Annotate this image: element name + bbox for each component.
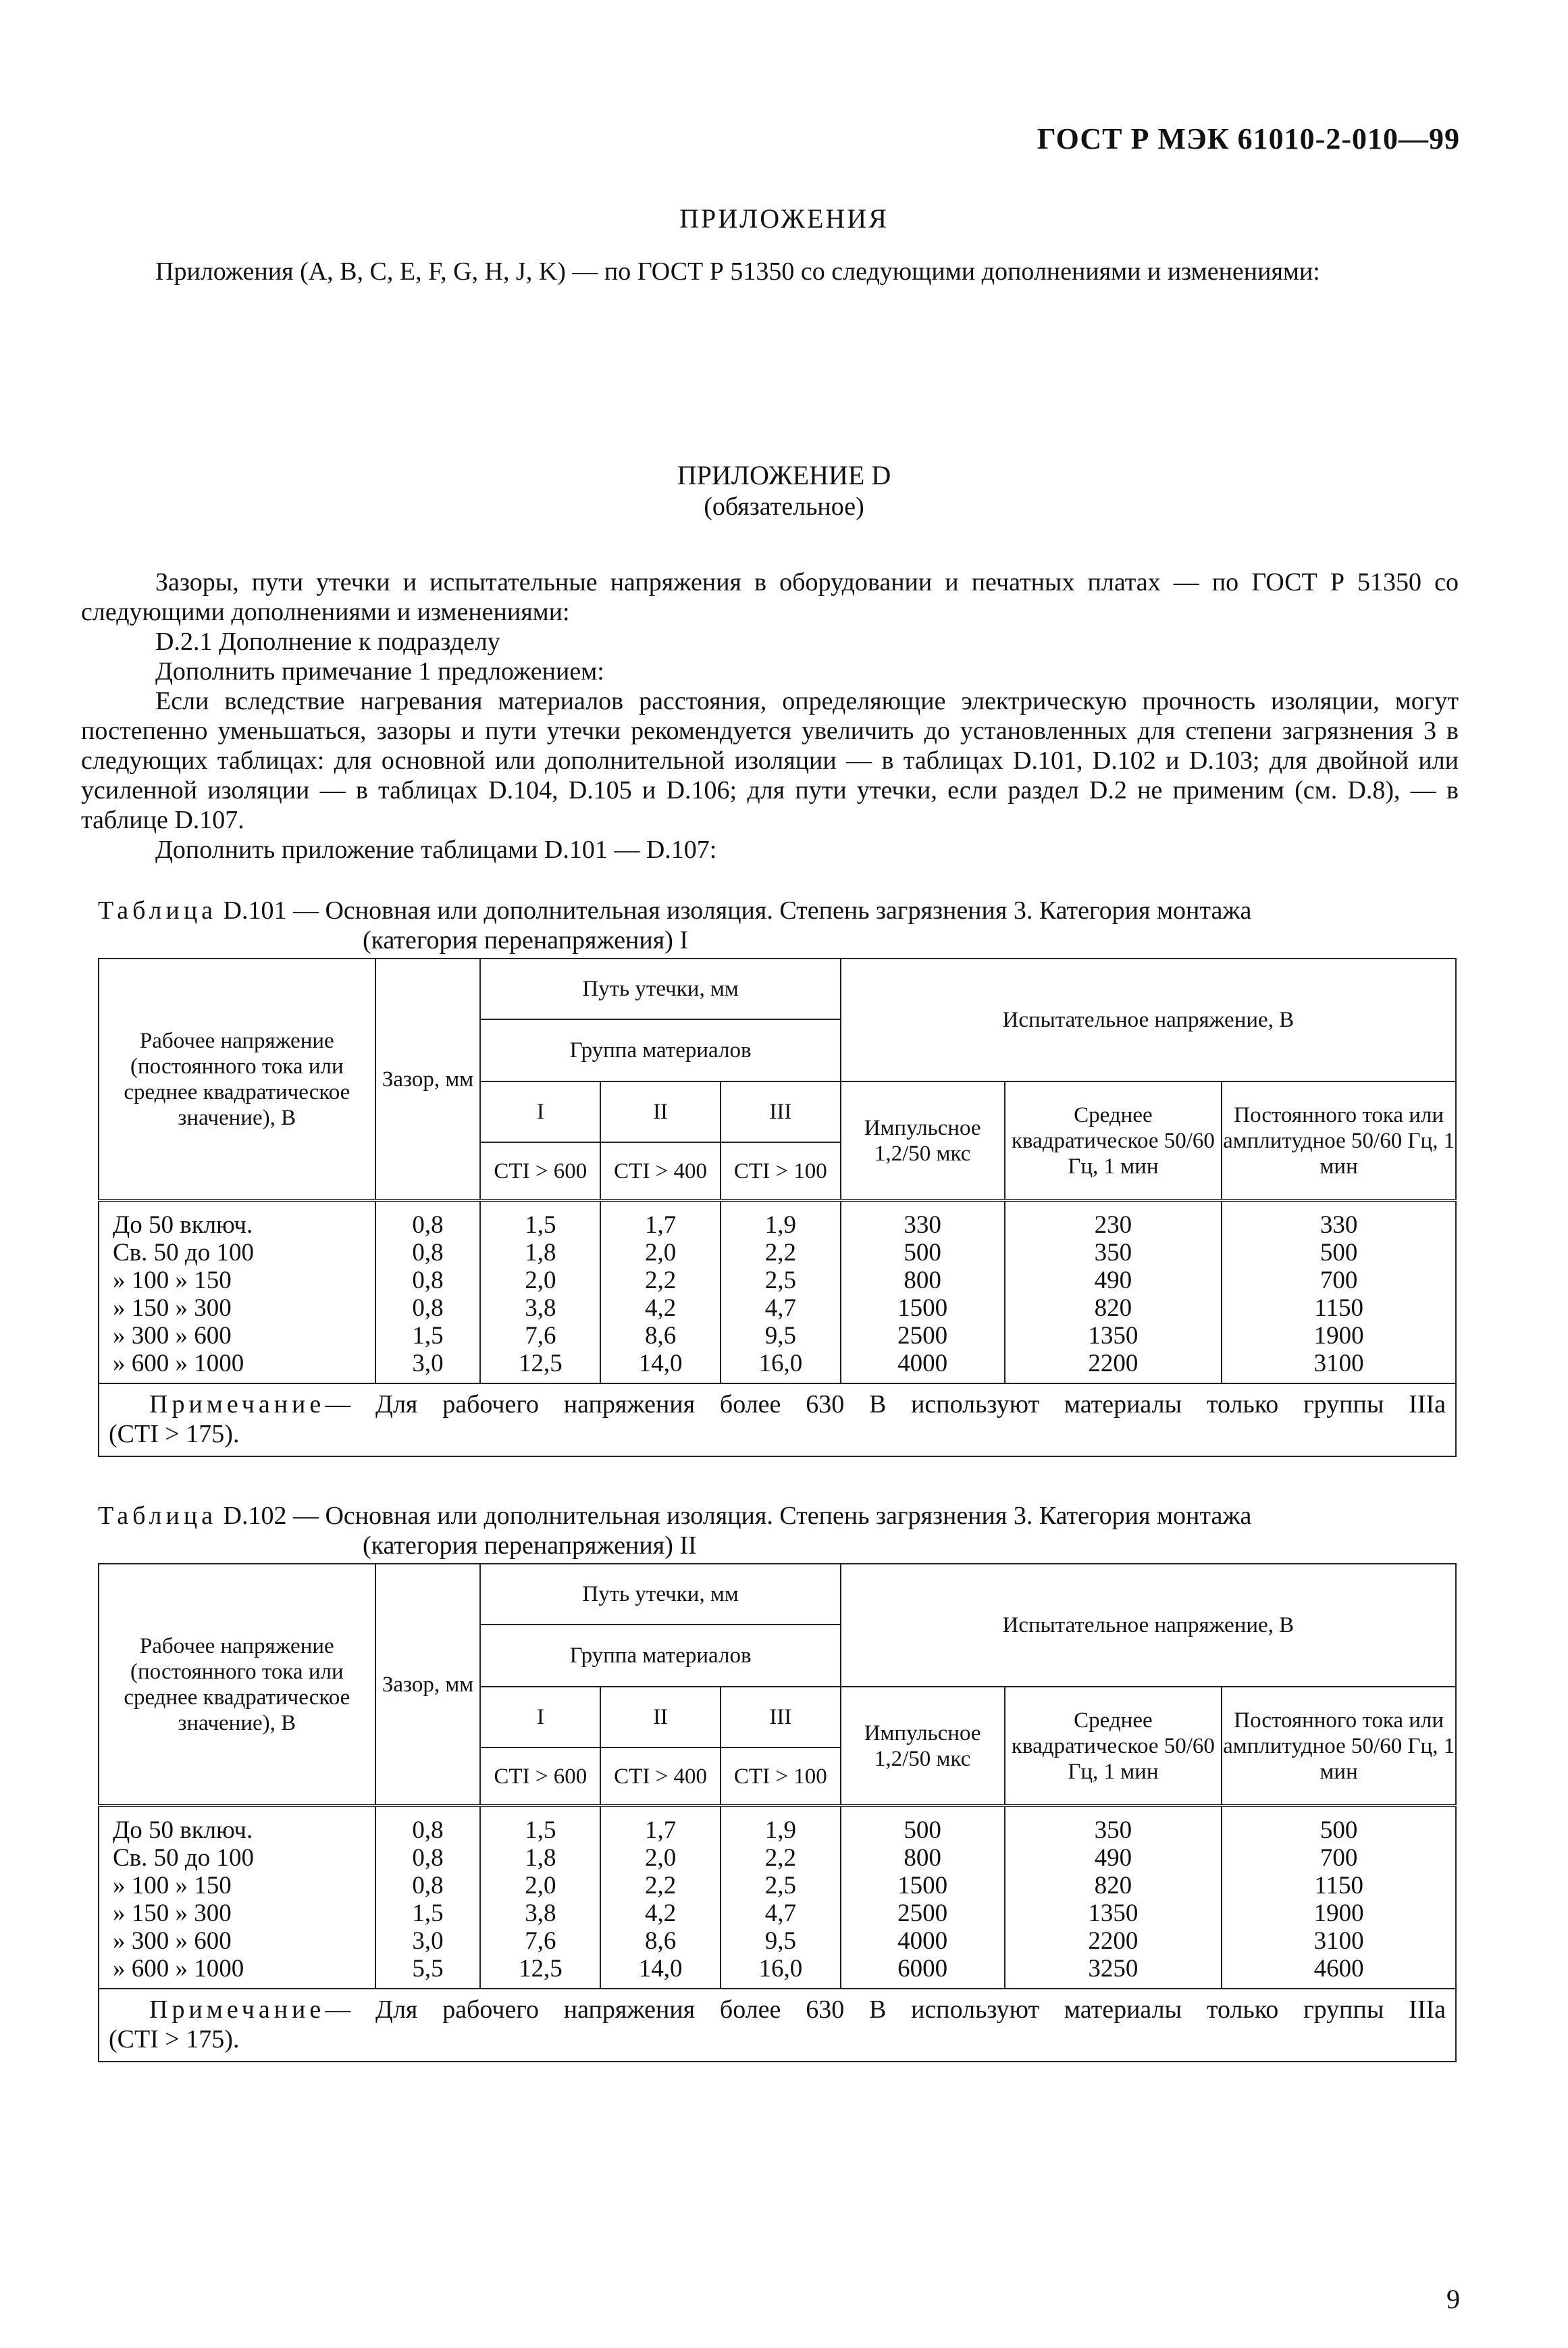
table-label: Таблица bbox=[98, 1502, 217, 1530]
col-group-ii: 1,7 2,0 2,2 4,2 8,6 14,0 bbox=[600, 1806, 721, 1989]
paragraph: Зазоры, пути утечки и испытательные напряжения в оборудовании и печатных платах — по ГОСТ Р 51350 со следующими дополнениями и изменениями: bbox=[81, 568, 1459, 626]
paragraph: Дополнить примечание 1 предложением: bbox=[155, 657, 604, 686]
header-rms: Среднее квадратическое 50/60 Гц, 1 мин bbox=[1005, 1687, 1222, 1806]
note-text-2: (CTI > 175). bbox=[109, 1420, 240, 1448]
note-text-2: (CTI > 175). bbox=[109, 2025, 240, 2053]
caption-text-2: (категория перенапряжения) I bbox=[363, 926, 689, 954]
col-dc: 330 500 700 1150 1900 3100 bbox=[1222, 1200, 1456, 1383]
col-group-i: 1,5 1,8 2,0 3,8 7,6 12,5 bbox=[480, 1200, 600, 1383]
table-note bbox=[99, 1989, 1456, 2062]
header-dc: Постоянного тока или амплитудное 50/60 Гц, 1 мин bbox=[1222, 1081, 1456, 1200]
header-creepage: Путь утечки, мм bbox=[480, 1564, 840, 1625]
col-rms: 230 350 490 820 1350 2200 bbox=[1005, 1200, 1222, 1383]
header-group-i: I bbox=[480, 1081, 600, 1142]
caption-text: D.102 — Основная или дополнительная изоляция. Степень загрязнения 3. Категория монтажа bbox=[223, 1502, 1252, 1530]
col-voltage: До 50 включ. Св. 50 до 100 » 100 » 150 » 150 » 300 » 300 » 600 » 600 » 1000 bbox=[99, 1806, 375, 1989]
note-text: — Для рабочего напряжения более 630 В используют материалы только группы IIIa bbox=[325, 1390, 1446, 1419]
appendix-d-subtitle: (обязательное) bbox=[704, 492, 864, 521]
header-gap: Зазор, мм bbox=[375, 1564, 481, 1806]
caption-text-2: (категория перенапряжения) II bbox=[363, 1531, 697, 1560]
header-voltage: Рабочее напряжение (постоянного тока или среднее квадратическое значение), В bbox=[99, 1564, 375, 1806]
table-d101 bbox=[98, 958, 1457, 1457]
header-impulse: Импульсное 1,2/50 мкс bbox=[841, 1081, 1005, 1200]
page-number: 9 bbox=[1446, 2284, 1460, 2314]
header-test-voltage: Испытательное напряжение, В bbox=[841, 959, 1456, 1081]
header-dc: Постоянного тока или амплитудное 50/60 Гц, 1 мин bbox=[1222, 1687, 1456, 1806]
header-material-group: Группа материалов bbox=[480, 1625, 840, 1687]
table-label: Таблица bbox=[98, 896, 217, 925]
paragraph: D.2.1 Дополнение к подразделу bbox=[155, 628, 500, 656]
header-cti-100: CTI > 100 bbox=[721, 1747, 841, 1806]
header-group-iii: III bbox=[721, 1687, 841, 1747]
note-text: — Для рабочего напряжения более 630 В используют материалы только группы IIIa bbox=[325, 1995, 1446, 2024]
note-label: Примечание bbox=[149, 1390, 325, 1419]
header-voltage: Рабочее напряжение (постоянного тока или среднее квадратическое значение), В bbox=[99, 959, 375, 1200]
header-test-voltage: Испытательное напряжение, В bbox=[841, 1564, 1456, 1687]
caption-text: D.101 — Основная или дополнительная изоляция. Степень загрязнения 3. Категория монтажа bbox=[223, 896, 1252, 925]
appendices-text: Приложения (A, B, C, E, F, G, H, J, K) — по ГОСТ Р 51350 со следующими дополнениями и изменениями: bbox=[155, 257, 1320, 286]
header-group-ii: II bbox=[600, 1687, 721, 1747]
col-gap: 0,8 0,8 0,8 1,5 3,0 5,5 bbox=[375, 1806, 481, 1989]
col-dc: 500 700 1150 1900 3100 4600 bbox=[1222, 1806, 1456, 1989]
header-cti-400: CTI > 400 bbox=[600, 1747, 721, 1806]
table-d102 bbox=[98, 1563, 1457, 2062]
paragraph: Дополнить приложение таблицами D.101 — D.107: bbox=[155, 836, 717, 864]
col-impulse: 330 500 800 1500 2500 4000 bbox=[841, 1200, 1005, 1383]
header-group-i: I bbox=[480, 1687, 600, 1747]
col-group-iii: 1,9 2,2 2,5 4,7 9,5 16,0 bbox=[721, 1806, 841, 1989]
header-group-iii: III bbox=[721, 1081, 841, 1142]
header-group-ii: II bbox=[600, 1081, 721, 1142]
header-rms: Среднее квадратическое 50/60 Гц, 1 мин bbox=[1005, 1081, 1222, 1200]
header-creepage: Путь утечки, мм bbox=[480, 959, 840, 1019]
header-cti-600: CTI > 600 bbox=[480, 1142, 600, 1200]
table-caption bbox=[98, 896, 1455, 955]
header-cti-600: CTI > 600 bbox=[480, 1747, 600, 1806]
col-group-i: 1,5 1,8 2,0 3,8 7,6 12,5 bbox=[480, 1806, 600, 1989]
note-label: Примечание bbox=[149, 1995, 325, 2024]
header-cti-100: CTI > 100 bbox=[721, 1142, 841, 1200]
appendix-d-body bbox=[81, 567, 1459, 865]
col-rms: 350 490 820 1350 2200 3250 bbox=[1005, 1806, 1222, 1989]
table-caption bbox=[98, 1501, 1455, 1560]
header-material-group: Группа материалов bbox=[480, 1019, 840, 1081]
appendices-title: ПРИЛОЖЕНИЯ bbox=[679, 203, 889, 234]
col-gap: 0,8 0,8 0,8 0,8 1,5 3,0 bbox=[375, 1200, 481, 1383]
table-note bbox=[99, 1383, 1456, 1456]
header-impulse: Импульсное 1,2/50 мкс bbox=[841, 1687, 1005, 1806]
appendix-d-title: ПРИЛОЖЕНИЕ D bbox=[677, 460, 891, 490]
col-impulse: 500 800 1500 2500 4000 6000 bbox=[841, 1806, 1005, 1989]
header-cti-400: CTI > 400 bbox=[600, 1142, 721, 1200]
col-group-iii: 1,9 2,2 2,5 4,7 9,5 16,0 bbox=[721, 1200, 841, 1383]
col-group-ii: 1,7 2,0 2,2 4,2 8,6 14,0 bbox=[600, 1200, 721, 1383]
document-header: ГОСТ Р МЭК 61010-2-010—99 bbox=[1037, 122, 1460, 155]
col-voltage: До 50 включ. Св. 50 до 100 » 100 » 150 » 150 » 300 » 300 » 600 » 600 » 1000 bbox=[99, 1200, 375, 1383]
paragraph: Если вследствие нагревания материалов расстояния, определяющие электрическую прочность изоляции, могут постепенно уменьшаться, зазоры и пути утечки рекомендуется увеличить до установленных для степени загрязнения 3 в следующих таблицах: для основной или дополнительной изоляции — в таблицах D.101, D.102 и D.103; для двойной или усиленной изоляции — в таблицах D.104, D.105 и D.106; для пути утечки, если раздел D.2 не применим (см. D.8), — в таблице D.107. bbox=[81, 687, 1459, 834]
header-gap: Зазор, мм bbox=[375, 959, 481, 1200]
